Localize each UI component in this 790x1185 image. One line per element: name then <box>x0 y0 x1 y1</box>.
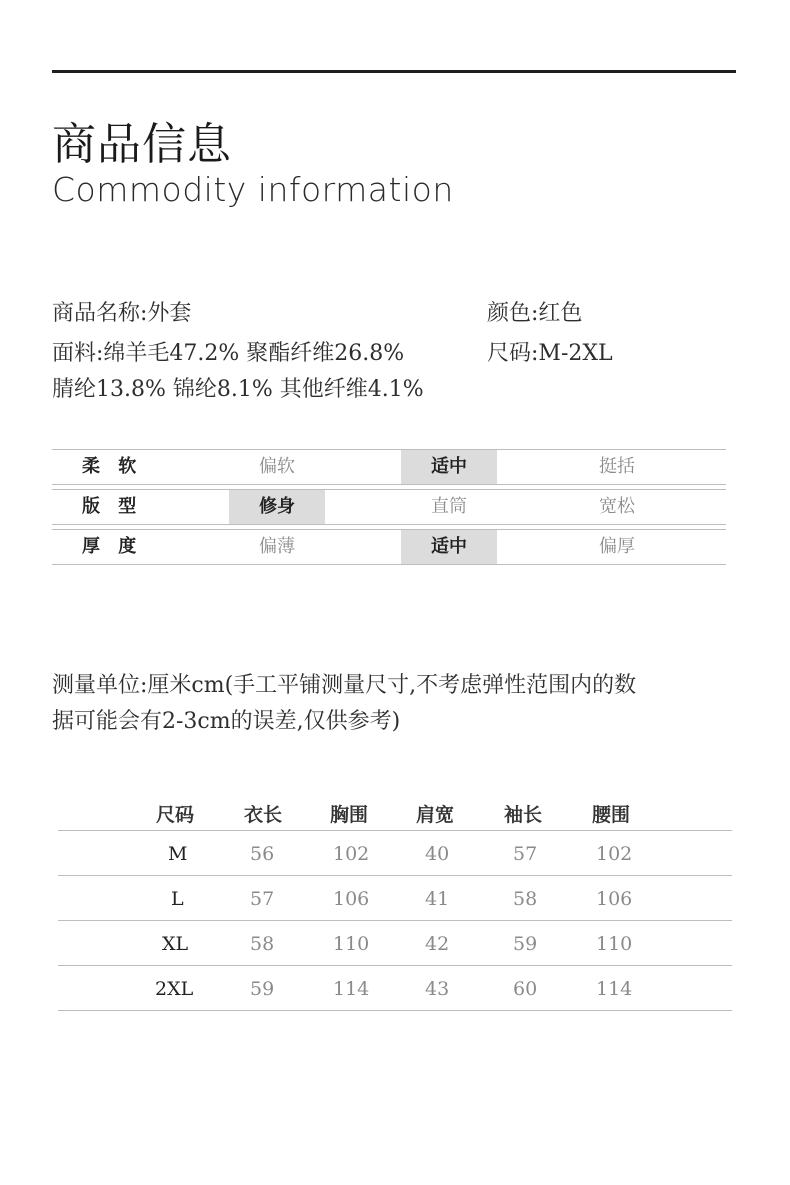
table-cell: 110 <box>596 933 633 955</box>
table-row <box>58 831 732 876</box>
table-cell: 102 <box>596 843 633 865</box>
table-cell: 59 <box>250 978 275 1000</box>
attribute-label: 柔 软 <box>82 456 143 477</box>
table-cell: 114 <box>333 978 370 1000</box>
table-cell-size: 2XL <box>155 978 194 1000</box>
table-cell: 58 <box>513 888 538 910</box>
column-header: 胸围 <box>330 804 369 826</box>
fabric-line-2: 腈纶13.8% 锦纶8.1% 其他纤维4.1% <box>52 377 424 402</box>
table-cell: 40 <box>425 843 450 865</box>
table-row <box>58 966 732 1011</box>
attribute-option: 挺括 <box>599 456 635 477</box>
top-divider <box>52 70 736 73</box>
table-row <box>58 876 732 921</box>
attribute-table <box>52 449 726 569</box>
table-cell: 57 <box>513 843 538 865</box>
table-cell: 59 <box>513 933 538 955</box>
column-header: 腰围 <box>592 804 631 826</box>
attribute-label: 版 型 <box>82 496 143 517</box>
column-header: 尺码 <box>156 804 195 826</box>
fabric-line-1: 面料:绵羊毛47.2% 聚酯纤维26.8% <box>52 341 405 366</box>
attribute-option-selected: 修身 <box>229 490 325 524</box>
table-cell: 43 <box>425 978 450 1000</box>
size-table-header <box>58 796 732 831</box>
attribute-option-selected: 适中 <box>401 530 497 564</box>
table-cell: 58 <box>250 933 275 955</box>
measurement-note <box>52 668 742 740</box>
product-name: 商品名称:外套 <box>52 301 192 326</box>
table-cell-size: L <box>171 888 184 910</box>
table-row <box>58 921 732 966</box>
column-header: 袖长 <box>504 804 543 826</box>
table-cell: 56 <box>250 843 275 865</box>
table-cell-size: M <box>168 843 188 865</box>
column-header: 衣长 <box>244 804 283 826</box>
table-cell: 110 <box>333 933 370 955</box>
table-cell: 60 <box>513 978 538 1000</box>
size-table <box>58 796 732 1011</box>
product-color: 颜色:红色 <box>487 301 583 326</box>
table-cell: 102 <box>333 843 370 865</box>
measurement-note-line-1: 测量单位:厘米cm(手工平铺测量尺寸,不考虑弹性范围内的数 <box>52 673 637 698</box>
attribute-option: 偏软 <box>259 456 295 477</box>
table-cell: 106 <box>596 888 633 910</box>
table-cell: 114 <box>596 978 633 1000</box>
page-subtitle: Commodity information <box>52 170 454 209</box>
column-header: 肩宽 <box>416 804 455 826</box>
attribute-label: 厚 度 <box>82 536 143 557</box>
measurement-note-line-2: 据可能会有2-3cm的误差,仅供参考) <box>52 709 401 734</box>
attribute-option: 偏薄 <box>259 536 295 557</box>
attribute-row-thickness <box>52 529 726 565</box>
attribute-option: 宽松 <box>599 496 635 517</box>
attribute-option: 偏厚 <box>599 536 635 557</box>
attribute-option-selected: 适中 <box>401 450 497 484</box>
attribute-option: 直筒 <box>431 496 467 517</box>
table-cell: 42 <box>425 933 450 955</box>
table-cell: 106 <box>333 888 370 910</box>
attribute-row-fit <box>52 489 726 525</box>
table-cell-size: XL <box>162 933 189 955</box>
table-cell: 57 <box>250 888 275 910</box>
size-range: 尺码:M-2XL <box>487 341 613 366</box>
page-title: 商品信息 <box>52 119 232 170</box>
attribute-row-softness <box>52 449 726 485</box>
table-cell: 41 <box>425 888 450 910</box>
